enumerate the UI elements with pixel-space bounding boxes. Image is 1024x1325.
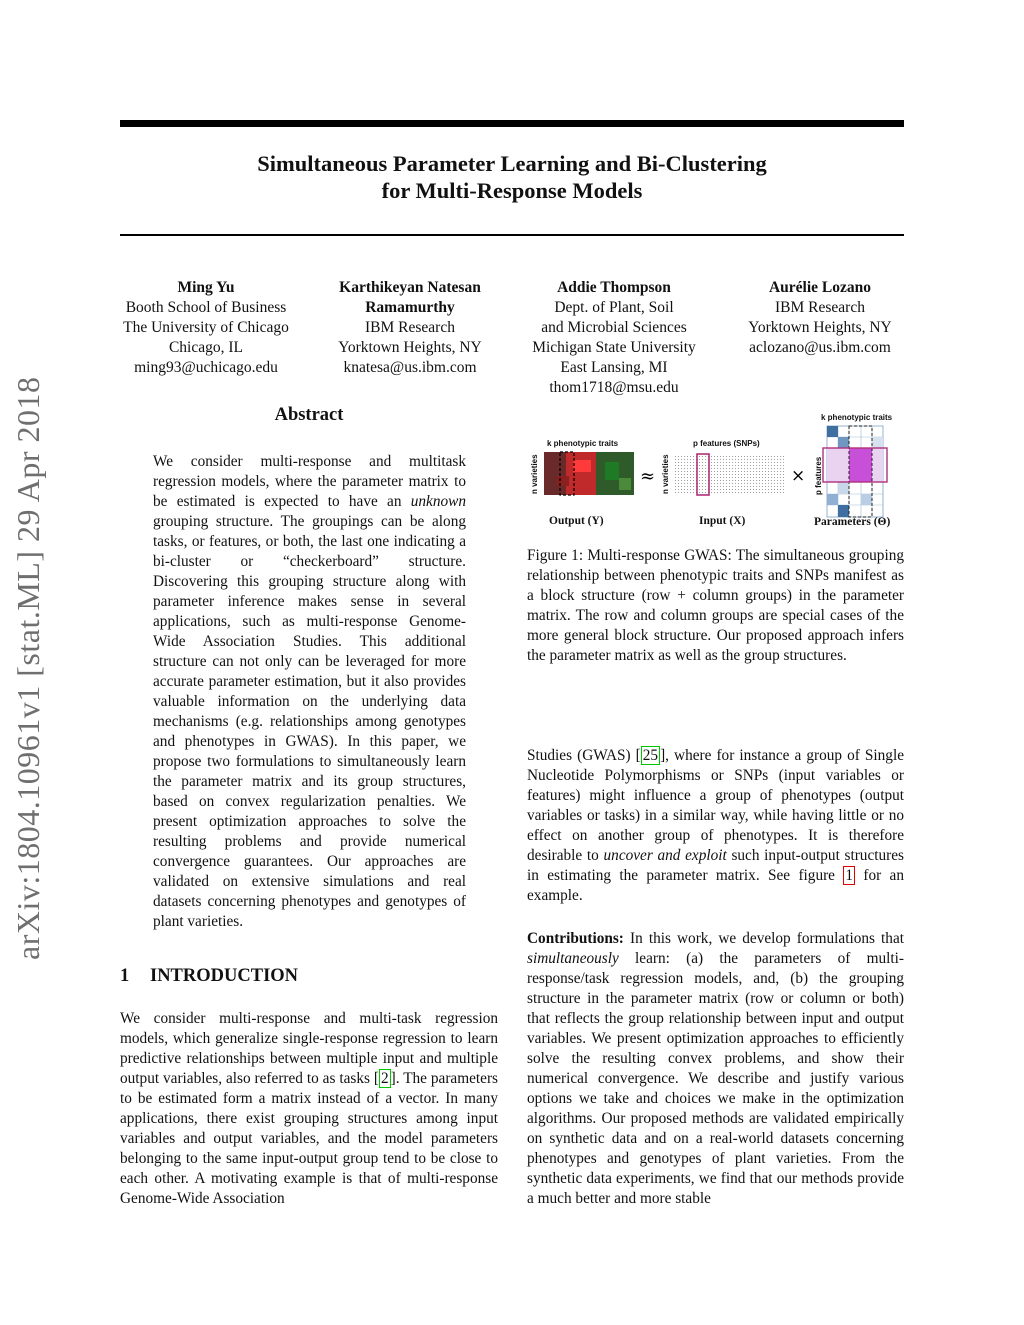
times-symbol: × [791,466,806,486]
author-affiliation: The University of Chicago [123,319,289,336]
author-affiliation: Dept. of Plant, Soil [554,299,674,316]
output-heatmap [544,452,634,495]
author-name: Ming Yu [177,279,235,296]
author-name: Addie Thompson [557,279,671,296]
input-matrix [673,454,785,494]
author-affiliation: Yorktown Heights, NY [748,319,892,336]
author-affiliation: and Microbial Sciences [541,319,687,336]
author-affiliation: Chicago, IL [168,339,244,356]
author-name: Karthikeyan Natesan Ramamurthy [339,279,481,316]
abstract-text: grouping structure. The groupings can be along tasks, or features, or both, the last one indicating a bi-cluster or “checkerboard” structure. Discovering this grouping structure along with parameter inference makes sense in several applications, such as multi-response Genome-Wide Association Studies. This additional structure can not only can be leveraged for more accurate parameter estimation, but it also provides valuable information on the underlying data mechanisms (e.g. relationships among genotypes and phenotypes in GWAS). In this paper, we propose two formulations to simultaneously learn the parameter matrix and its group structures, based on convex regularization penalties. We present optimization approaches to solve the resulting problems and provide numerical convergence guarantees. Our approaches are validated on extensive simulations and real datasets concerning phenotypes and genotypes of plant varieties. [153,513,466,930]
introduction-body [120,1009,498,1209]
paper-title [120,150,904,204]
abstract-heading: Abstract [274,405,344,425]
citation-link[interactable]: 2 [380,1070,389,1087]
figure-1-diagram [527,410,904,535]
fig-label-k-traits: k phenotypic traits [547,439,619,448]
parameter-matrix [823,426,887,517]
author-block-1 [104,278,308,378]
author-email: ming93@uchicago.edu [134,359,278,376]
body-emphasis: simultaneously [527,950,619,967]
figure-ref-link[interactable]: 1 [845,867,853,884]
section-number: 1 [120,966,130,986]
intro-text: ]. The parameters to be estimated form a matrix instead of a vector. In many applications, there exist grouping structures among input variables and output variables, and the model parameters belonging to the same input-output group tend to be close to each other. A motivating example is that of multi-response Genome-Wide Association [120,1070,498,1207]
author-affiliation: Michigan State University [532,339,696,356]
author-affiliation: Yorktown Heights, NY [338,339,482,356]
section-heading-introduction [120,966,298,987]
body-text: In this work, we develop formulations that [623,930,904,947]
fig-caption-input: Input (X) [699,515,746,527]
fig-label-p-features-side: p features [814,456,823,495]
right-column-paragraph-1 [527,746,904,906]
author-affiliation: East Lansing, MI [560,359,668,376]
intro-text: We consider multi-response and multi-task regression models, which generalize single-response regression to learn predictive relationships between multiple input and multiple output variables, also referred to as tasks [ [120,1010,498,1087]
body-text: Studies (GWAS) [ [527,747,641,764]
author-email: thom1718@msu.edu [549,379,679,396]
body-emphasis: uncover and exploit [603,847,727,864]
fig-label-p-features: p features (SNPs) [693,439,760,448]
title-line-2: for Multi-Response Models [381,178,643,203]
fig-label-n-varieties-2: n varieties [661,454,670,494]
citation-link[interactable]: 25 [642,747,659,764]
author-affiliation: IBM Research [775,299,865,316]
body-text: such input-output structures in estimating the parameter matrix. See figure [527,847,904,884]
figure-1-caption: Figure 1: Multi-response GWAS: The simultaneous grouping relationship between phenotypic traits and SNPs manifest as a block structure (row + column groups) in the parameter matrix. The row and column groups are special cases of the more general block structure. Our proposed approach infers the parameter matrix as well as the group structures. [527,547,904,664]
fig-label-n-varieties-1: n varieties [530,454,539,494]
body-text: ], where for instance a group of Single Nucleotide Polymorphisms or SNPs (input variables or features) might influence a group of phenotypes (output variables or tasks) in a similar way, while having little or no effect on another group of phenotypes. It is therefore desirable to [527,747,904,864]
fig-label-k-traits-top: k phenotypic traits [821,413,893,422]
fig-caption-output: Output (Y) [549,515,604,527]
author-affiliation: IBM Research [365,319,455,336]
contributions-heading: Contributions: [527,930,624,947]
abstract-text: We consider multi-response and multitask regression models, where the parameter matrix to be estimated is expected to have an [153,453,466,510]
author-email: aclozano@us.ibm.com [749,339,891,356]
body-text: for an example. [527,867,904,904]
title-bottom-rule [120,234,904,236]
title-top-rule [120,120,904,127]
fig-caption-params: Parameters (Θ) [814,516,891,528]
body-text: learn: (a) the parameters of multi-response/task regression models, and, (b) the grouping structure in the parameter matrix (row or column or both) that reflects the group relationship between input and output variables. We present optimization approaches to efficiently solve the resulting convex problems, and show their numerical convergence. We describe and justify various options we take and choices we make in the optimization algorithms. Our proposed methods are validated empirically on synthetic data and on a real-world datasets concerning phenotypes and genotypes of plant varieties. From the synthetic data experiments, we find that our methods provide a much better and more stable [527,950,904,1207]
title-line-1: Simultaneous Parameter Learning and Bi-Clustering [257,151,767,176]
author-affiliation: Booth School of Business [125,299,287,316]
author-email: knatesa@us.ibm.com [343,359,477,376]
section-title: INTRODUCTION [150,966,299,986]
contributions-paragraph [527,929,904,1209]
approx-symbol: ≈ [640,466,656,487]
abstract-emphasis: unknown [410,493,466,510]
abstract-body [153,452,466,932]
arxiv-stamp: arXiv:1804.10961v1 [stat.ML] 29 Apr 2018 [10,376,46,960]
author-block-4 [730,278,910,358]
author-block-3 [514,278,714,398]
author-block-2 [316,278,504,378]
author-name: Aurélie Lozano [768,279,872,296]
